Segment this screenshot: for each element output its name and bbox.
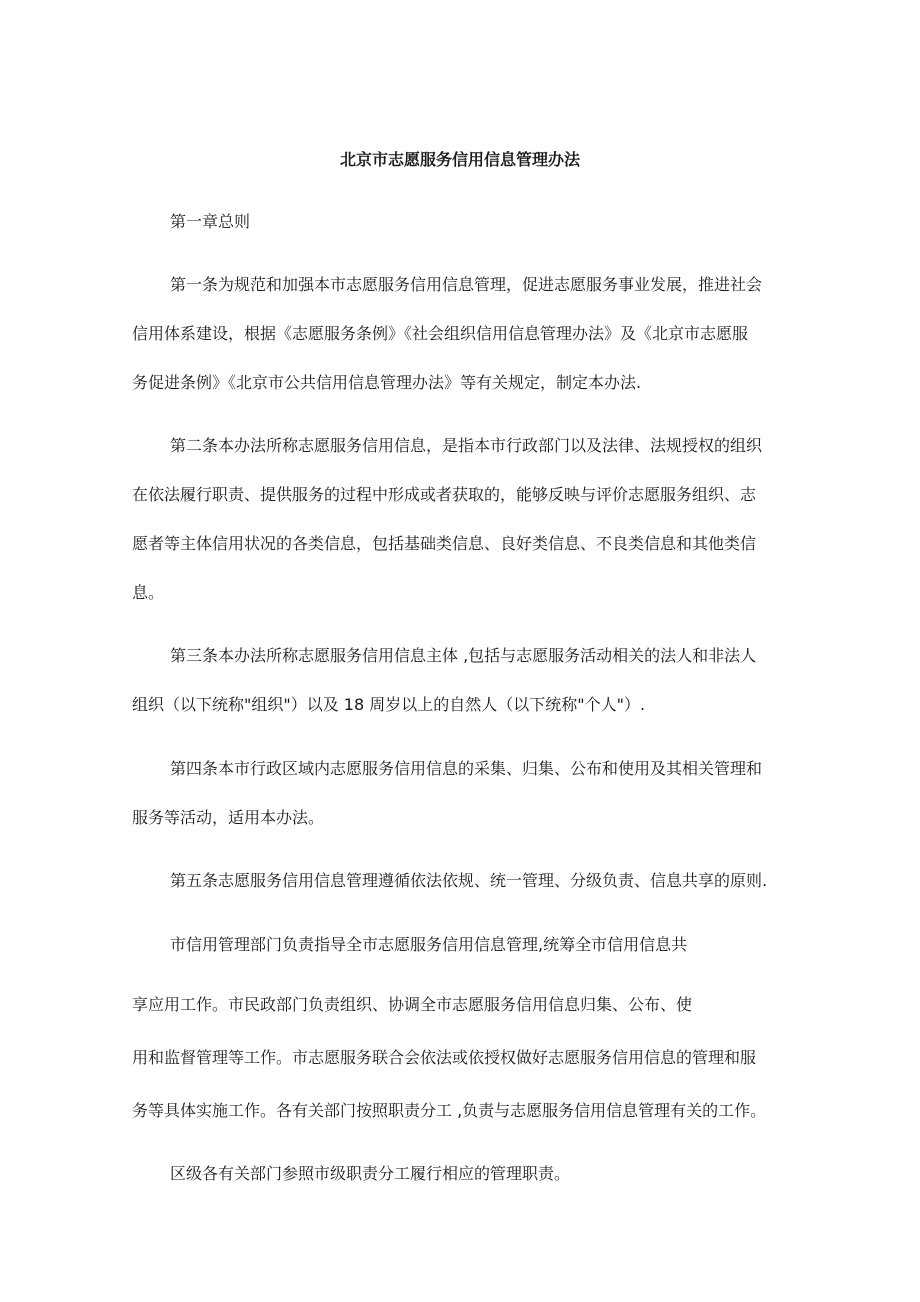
document-title: 北京市志愿服务信用信息管理办法 [339, 150, 580, 169]
article-1-line-1: 第一条为规范和加强本市志愿服务信用信息管理，促进志愿服务事业发展，推进社会 [170, 275, 763, 294]
article-4-line-1: 第四条本市行政区域内志愿服务信用信息的采集、归集、公布和使用及其相关管理和 [170, 759, 763, 778]
article-2-line-1: 第二条本办法所称志愿服务信用信息，是指本市行政部门以及法律、法规授权的组织 [170, 436, 763, 455]
article-2-line-3: 愿者等主体信用状况的各类信息，包括基础类信息、良好类信息、不良类信息和其他类信 [132, 534, 757, 553]
article-5-para-2-line-1: 市信用管理部门负责指导全市志愿服务信用信息管理,统筹全市信用信息共 [170, 935, 688, 954]
chapter-heading: 第一章总则 [170, 212, 251, 231]
article-5-para-2-line-3: 用和监督管理等工作。市志愿服务联合会依法或依授权做好志愿服务信用信息的管理和服 [132, 1048, 757, 1067]
article-5-para-2-line-4: 务等具体实施工作。各有关部门按照职责分工 ,负责与志愿服务信用信息管理有关的工作。 [132, 1101, 767, 1120]
article-2-line-2: 在依法履行职责、提供服务的过程中形成或者获取的，能够反映与评价志愿服务组织、志 [132, 485, 757, 504]
article-1-line-3: 务促进条例》《北京市公共信用信息管理办法》等有关规定，制定本办法. [132, 373, 642, 392]
article-5-para-2-line-2: 享应用工作。市民政部门负责组织、协调全市志愿服务信用信息归集、公布、使 [132, 995, 693, 1014]
article-3-line-1: 第三条本办法所称志愿服务信用信息主体 ,包括与志愿服务活动相关的法人和非法人 [170, 646, 757, 665]
article-4-line-2: 服务等活动，适用本办法。 [132, 808, 325, 827]
article-2-line-4: 息。 [132, 583, 165, 602]
article-5-line-1: 第五条志愿服务信用信息管理遵循依法依规、统一管理、分级负责、信息共享的原则. [170, 871, 768, 890]
article-3-line-2: 组织（以下统称"组织"）以及 18 周岁以上的自然人（以下统称"个人"）. [132, 695, 646, 714]
article-1-line-2: 信用体系建设，根据《志愿服务条例》《社会组织信用信息管理办法》及《北京市志愿服 [132, 324, 749, 343]
article-5-para-3-line-1: 区级各有关部门参照市级职责分工履行相应的管理职责。 [170, 1164, 571, 1183]
